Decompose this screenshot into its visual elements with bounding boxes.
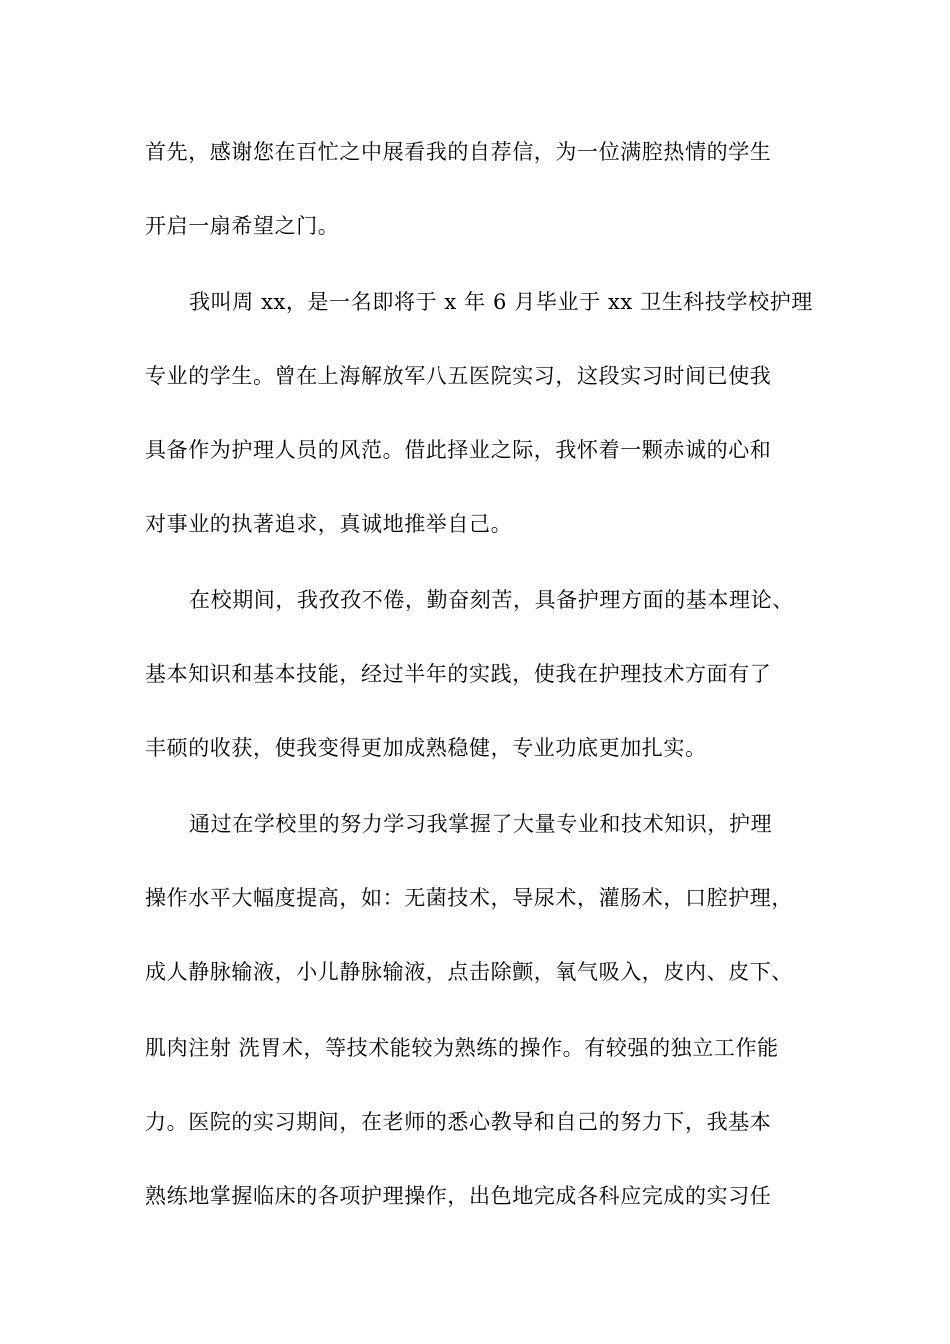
paragraph-2-line-1: 我叫周 xx，是一名即将于 x 年 6 月毕业于 xx 卫生科技学校护理: [189, 290, 813, 314]
paragraph-3-line-2: 基本知识和基本技能，经过半年的实践，使我在护理技术方面有了: [145, 662, 772, 686]
paragraph-2-line-2: 专业的学生。曾在上海解放军八五医院实习，这段实习时间已使我: [145, 364, 772, 388]
paragraph-4-line-2: 操作水平大幅度提高，如：无菌技术，导尿术，灌肠术，口腔护理，: [145, 886, 793, 910]
paragraph-4-line-5: 力。医院的实习期间，在老师的悉心教导和自己的努力下，我基本: [145, 1110, 772, 1134]
paragraph-3-line-3: 丰硕的收获，使我变得更加成熟稳健，专业功底更加扎实。: [145, 736, 707, 760]
paragraph-3-line-1: 在校期间，我孜孜不倦，勤奋刻苦，具备护理方面的基本理论、: [189, 588, 794, 612]
paragraph-2-line-4: 对事业的执著追求，真诚地推举自己。: [145, 512, 513, 536]
paragraph-2-line-3: 具备作为护理人员的风范。借此择业之际，我怀着一颗赤诚的心和: [145, 438, 772, 462]
paragraph-4-line-1: 通过在学校里的努力学习我掌握了大量专业和技术知识，护理: [189, 812, 773, 836]
paragraph-1-line-1: 首先，感谢您在百忙之中展看我的自荐信，为一位满腔热情的学生: [145, 140, 772, 164]
paragraph-4-line-3: 成人静脉输液，小儿静脉输液，点击除颤，氧气吸入，皮内、皮下、: [145, 960, 793, 984]
paragraph-1-line-2: 开启一扇希望之门。: [145, 214, 340, 238]
paragraph-4-line-6: 熟练地掌握临床的各项护理操作，出色地完成各科应完成的实习任: [145, 1184, 772, 1208]
paragraph-4-line-4: 肌肉注射 洗胃术，等技术能较为熟练的操作。有较强的独立工作能: [145, 1036, 779, 1060]
